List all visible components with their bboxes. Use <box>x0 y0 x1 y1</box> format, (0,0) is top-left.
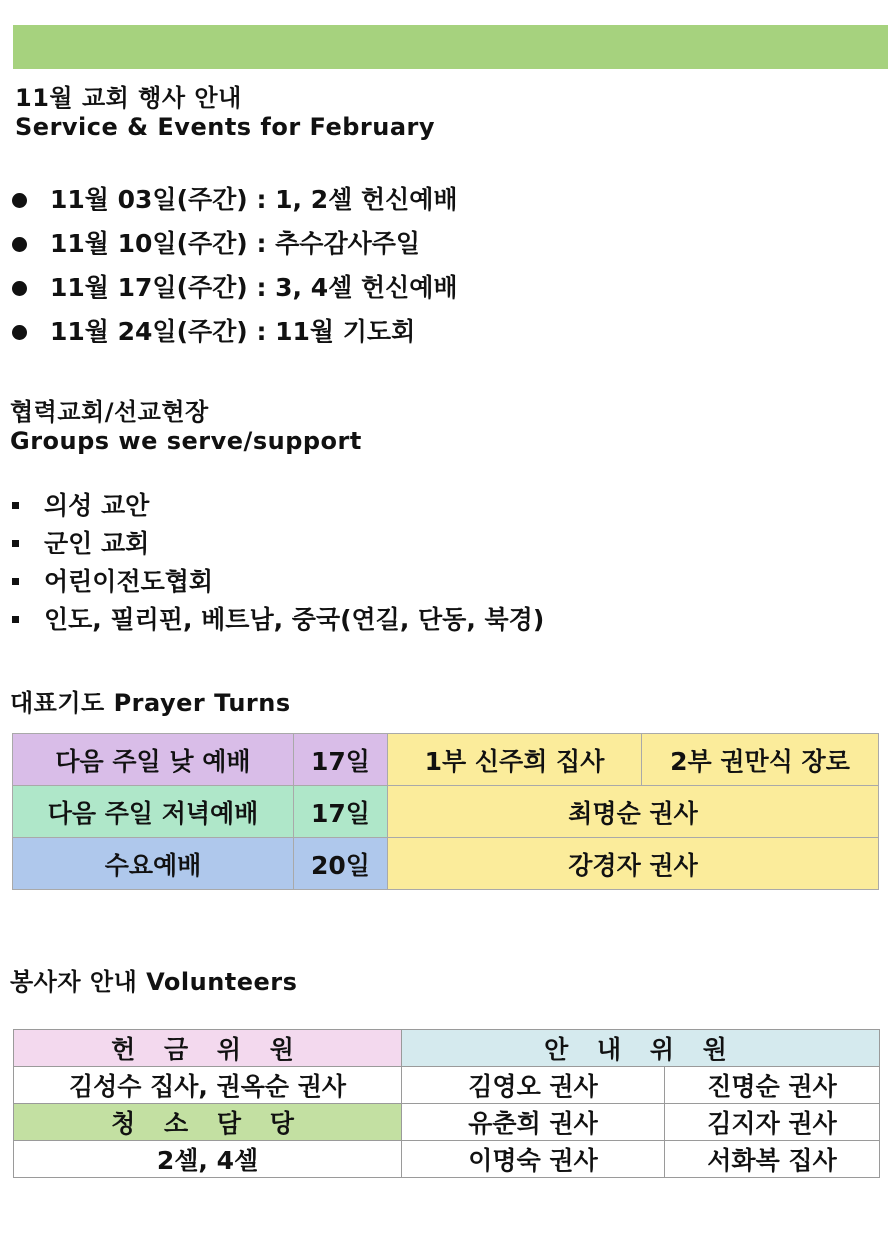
offering-header: 헌 금 위 원 <box>14 1030 402 1067</box>
table-row <box>14 1141 880 1178</box>
usher-name: 서화복 집사 <box>665 1141 880 1178</box>
bullet-square-icon <box>12 502 19 509</box>
prayer-first-service: 1부 신주희 집사 <box>388 734 642 786</box>
prayer-second-service: 2부 권만식 장로 <box>642 734 879 786</box>
prayer-day: 17일 <box>294 786 388 838</box>
prayer-title: 대표기도 Prayer Turns <box>10 689 291 717</box>
group-item: 인도, 필리핀, 베트남, 중국(연길, 단동, 북경) <box>12 600 544 638</box>
event-item: 11월 17일(주간) : 3, 4셀 헌신예배 <box>12 268 458 312</box>
table-row <box>13 734 879 786</box>
usher-name: 진명순 권사 <box>665 1067 880 1104</box>
table-row <box>13 838 879 890</box>
volunteers-title: 봉사자 안내 Volunteers <box>10 968 298 996</box>
events-title-ko: 11월 교회 행사 안내 <box>15 84 242 112</box>
prayer-service: 다음 주일 낮 예배 <box>13 734 294 786</box>
header-bar <box>13 25 888 69</box>
table-row <box>13 786 879 838</box>
volunteers-table <box>13 1029 880 1178</box>
usher-header: 안 내 위 원 <box>402 1030 880 1067</box>
group-item: 어린이전도협회 <box>12 562 544 600</box>
bullet-dot-icon <box>12 325 27 340</box>
events-list <box>12 180 458 356</box>
table-row <box>14 1067 880 1104</box>
prayer-service: 수요예배 <box>13 838 294 890</box>
usher-name: 이명숙 권사 <box>402 1141 665 1178</box>
prayer-service: 다음 주일 저녁예배 <box>13 786 294 838</box>
usher-name: 김지자 권사 <box>665 1104 880 1141</box>
group-item: 군인 교회 <box>12 524 544 562</box>
groups-title-ko: 협력교회/선교현장 <box>10 398 209 426</box>
table-row <box>14 1030 880 1067</box>
event-item: 11월 24일(주간) : 11월 기도회 <box>12 312 458 356</box>
bullet-square-icon <box>12 616 19 623</box>
event-item: 11월 03일(주간) : 1, 2셀 헌신예배 <box>12 180 458 224</box>
cleaning-header: 청 소 담 당 <box>14 1104 402 1141</box>
group-item: 의성 교안 <box>12 486 544 524</box>
bullet-dot-icon <box>12 237 27 252</box>
prayer-day: 20일 <box>294 838 388 890</box>
prayer-leader: 최명순 권사 <box>388 786 879 838</box>
prayer-leader: 강경자 권사 <box>388 838 879 890</box>
groups-title-en: Groups we serve/support <box>10 427 362 455</box>
cleaning-names: 2셀, 4셀 <box>14 1141 402 1178</box>
events-title-en: Service & Events for February <box>15 113 436 141</box>
usher-name: 김영오 권사 <box>402 1067 665 1104</box>
groups-list <box>12 486 544 638</box>
prayer-day: 17일 <box>294 734 388 786</box>
prayer-table <box>12 733 879 890</box>
bullet-square-icon <box>12 540 19 547</box>
table-row <box>14 1104 880 1141</box>
bullet-square-icon <box>12 578 19 585</box>
bullet-dot-icon <box>12 193 27 208</box>
event-item: 11월 10일(주간) : 추수감사주일 <box>12 224 458 268</box>
usher-name: 유춘희 권사 <box>402 1104 665 1141</box>
bullet-dot-icon <box>12 281 27 296</box>
offering-names: 김성수 집사, 권옥순 권사 <box>14 1067 402 1104</box>
